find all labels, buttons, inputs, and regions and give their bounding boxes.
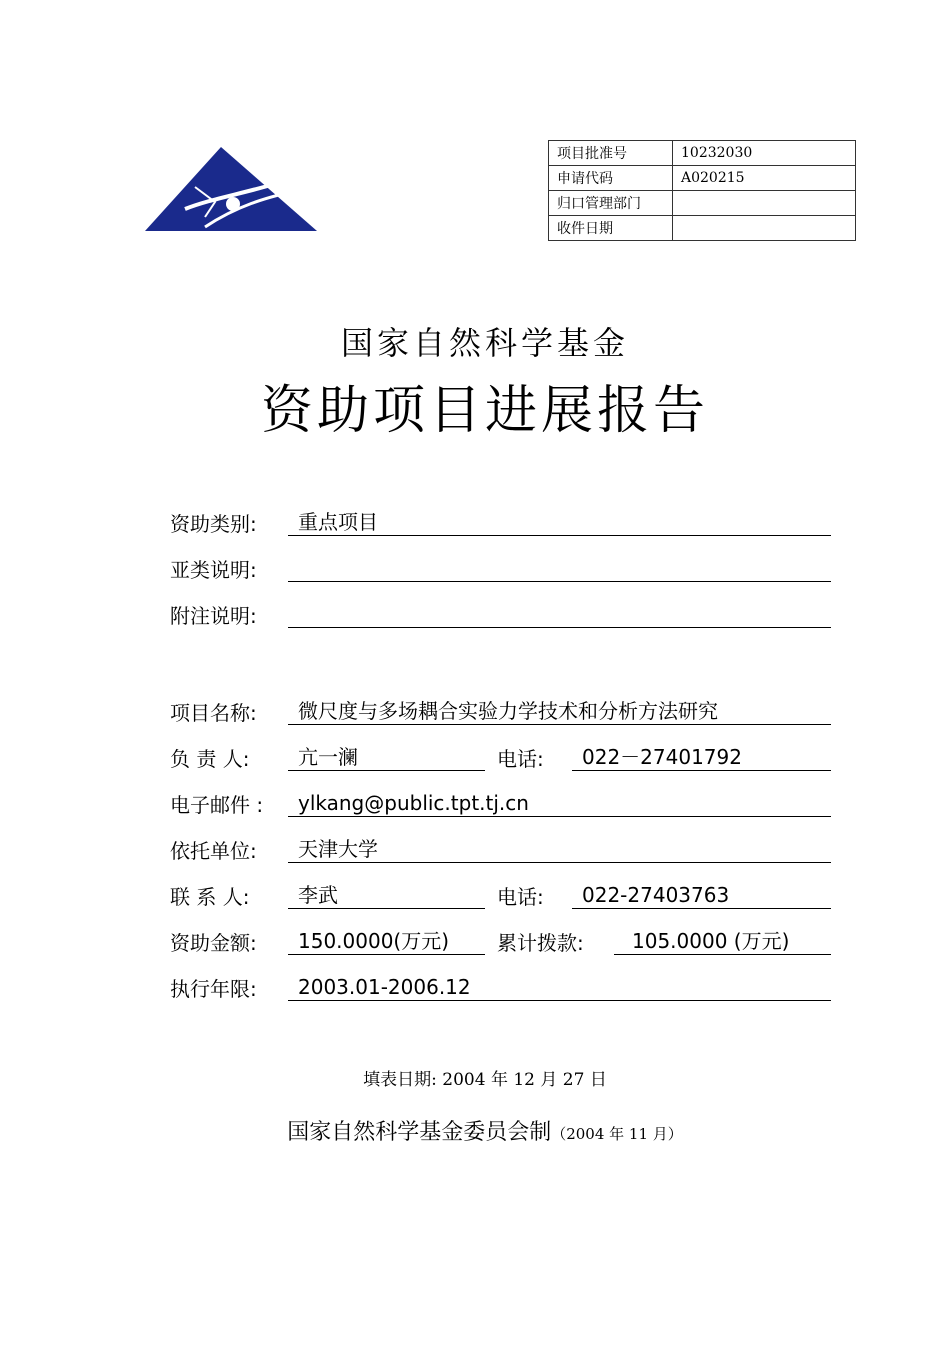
- subcategory-label: 亚类说明:: [170, 558, 257, 582]
- email-value: ylkang@public.tpt.tj.cn: [288, 789, 831, 817]
- info-table: [548, 140, 856, 241]
- management-dept-value: [673, 191, 856, 216]
- funding-value: 150.0000(万元): [288, 927, 485, 955]
- receipt-date-label: 收件日期: [549, 216, 673, 241]
- note-label: 附注说明:: [170, 604, 257, 628]
- contact-value: 李武: [288, 881, 485, 909]
- cumulative-label: 累计拨款:: [497, 931, 584, 955]
- leader-phone-value: 022－27401792: [572, 743, 831, 771]
- fill-date: 填表日期: 2004 年 12 月 27 日: [363, 1070, 607, 1090]
- leader-value: 亢一澜: [288, 743, 485, 771]
- approval-number-label: 项目批准号: [549, 141, 673, 166]
- period-label: 执行年限:: [170, 977, 257, 1001]
- period-value: 2003.01-2006.12: [288, 973, 831, 1001]
- category-value: 重点项目: [288, 508, 831, 536]
- application-code-label: 申请代码: [549, 166, 673, 191]
- project-name-value: 微尺度与多场耦合实验力学技术和分析方法研究: [288, 697, 831, 725]
- institution-value: 天津大学: [288, 835, 831, 863]
- note-value: [288, 600, 831, 628]
- application-code-value: A020215: [673, 166, 856, 191]
- leader-phone-label: 电话:: [497, 747, 544, 771]
- table-row: [549, 166, 856, 191]
- table-row: [549, 216, 856, 241]
- report-title: 资助项目进展报告: [260, 381, 709, 441]
- approval-number-value: 10232030: [673, 141, 856, 166]
- email-label: 电子邮件 :: [170, 793, 264, 817]
- contact-label: 联 系 人:: [170, 885, 250, 909]
- management-dept-label: 归口管理部门: [549, 191, 673, 216]
- committee-date: （2004 年 11 月）: [551, 1125, 683, 1143]
- category-label: 资助类别:: [170, 512, 257, 536]
- table-row: [549, 141, 856, 166]
- committee-line: [0, 1115, 950, 1146]
- nsfc-logo-icon: [145, 147, 319, 233]
- subcategory-value: [288, 554, 831, 582]
- institution-label: 依托单位:: [170, 839, 257, 863]
- foundation-title: 国家自然科学基金: [340, 324, 629, 362]
- project-name-label: 项目名称:: [170, 701, 257, 725]
- receipt-date-value: [673, 216, 856, 241]
- contact-phone-value: 022-27403763: [572, 881, 831, 909]
- contact-phone-label: 电话:: [497, 885, 544, 909]
- funding-label: 资助金额:: [170, 931, 257, 955]
- table-row: [549, 191, 856, 216]
- committee-name: 国家自然科学基金委员会制: [287, 1120, 552, 1145]
- cumulative-value: 105.0000 (万元): [614, 927, 831, 955]
- leader-label: 负 责 人:: [170, 747, 250, 771]
